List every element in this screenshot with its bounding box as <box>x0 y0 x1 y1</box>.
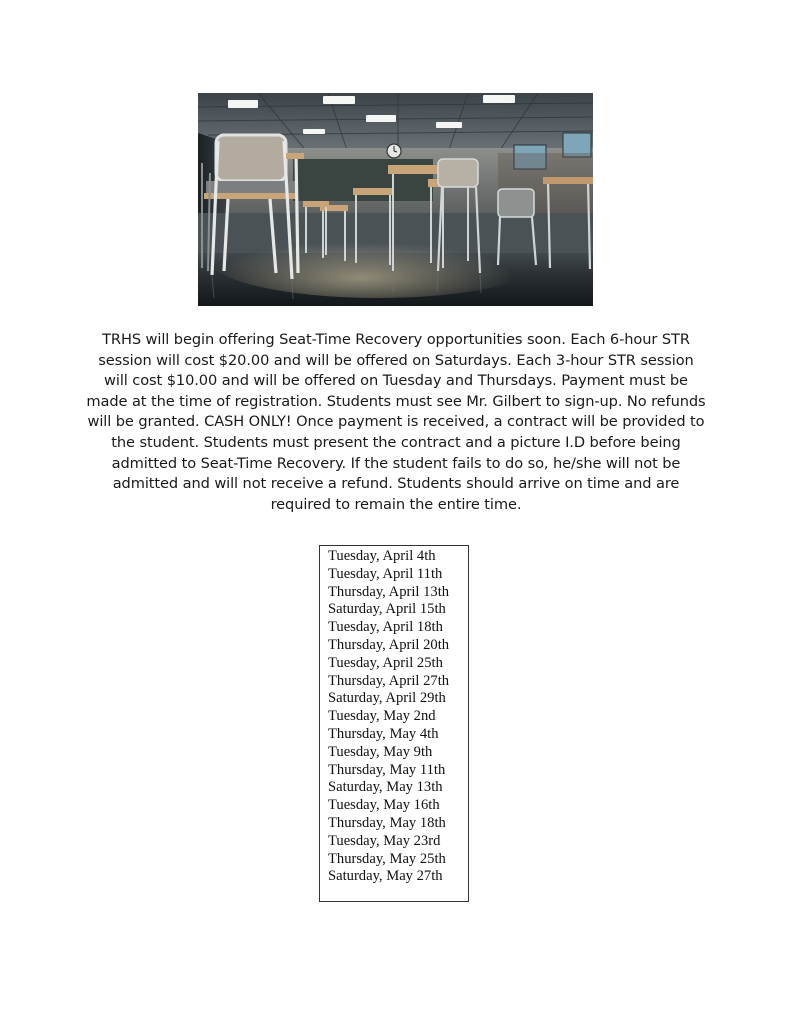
classroom-image <box>198 93 593 306</box>
session-date-item: Thursday, May 4th <box>328 725 439 742</box>
session-date-item: Thursday, April 20th <box>328 636 450 653</box>
session-date-item: Saturday, May 27th <box>328 868 443 885</box>
session-date-item: Tuesday, April 11th <box>328 565 443 582</box>
classroom-photo <box>198 93 593 306</box>
session-date-item: Tuesday, April 18th <box>328 619 443 636</box>
session-date-item: Saturday, April 29th <box>328 690 446 707</box>
session-date-item: Tuesday, May 9th <box>328 743 433 760</box>
session-date-item: Saturday, April 15th <box>328 601 446 618</box>
session-date-item: Thursday, May 18th <box>328 814 446 831</box>
session-date-item: Thursday, April 13th <box>328 583 450 600</box>
session-dates-list <box>328 548 468 886</box>
session-date-item: Tuesday, May 23rd <box>328 832 441 849</box>
session-date-item: Tuesday, April 25th <box>328 654 443 671</box>
session-date-item: Tuesday, April 4th <box>328 548 436 564</box>
session-date-item: Tuesday, May 2nd <box>328 708 436 725</box>
session-date-item: Tuesday, May 16th <box>328 797 440 814</box>
session-date-item: Thursday, May 25th <box>328 850 446 867</box>
session-date-item: Thursday, April 27th <box>328 672 450 689</box>
session-dates-box <box>319 545 469 902</box>
session-date-item: Saturday, May 13th <box>328 779 443 796</box>
announcement-paragraph: TRHS will begin offering Seat-Time Recovery opportunities soon. Each 6-hour STR session will cost $20.00 and will be offered on Saturdays. Each 3-hour STR session will cost $10.00 and will be offered on Tuesday and Thursdays. Payment must be made at the time of registration. Students must see Mr. Gilbert to sign-up. No refunds will be granted. CASH ONLY! Once payment is received, a contract will be provided to the student. Students must present the contract and a picture I.D before being admitted to Seat-Time Recovery. If the student fails to do so, he/she will not be admitted and will not receive a refund. Students should arrive on time and are required to remain the entire time. <box>86 331 706 513</box>
session-date-item: Thursday, May 11th <box>328 761 446 778</box>
